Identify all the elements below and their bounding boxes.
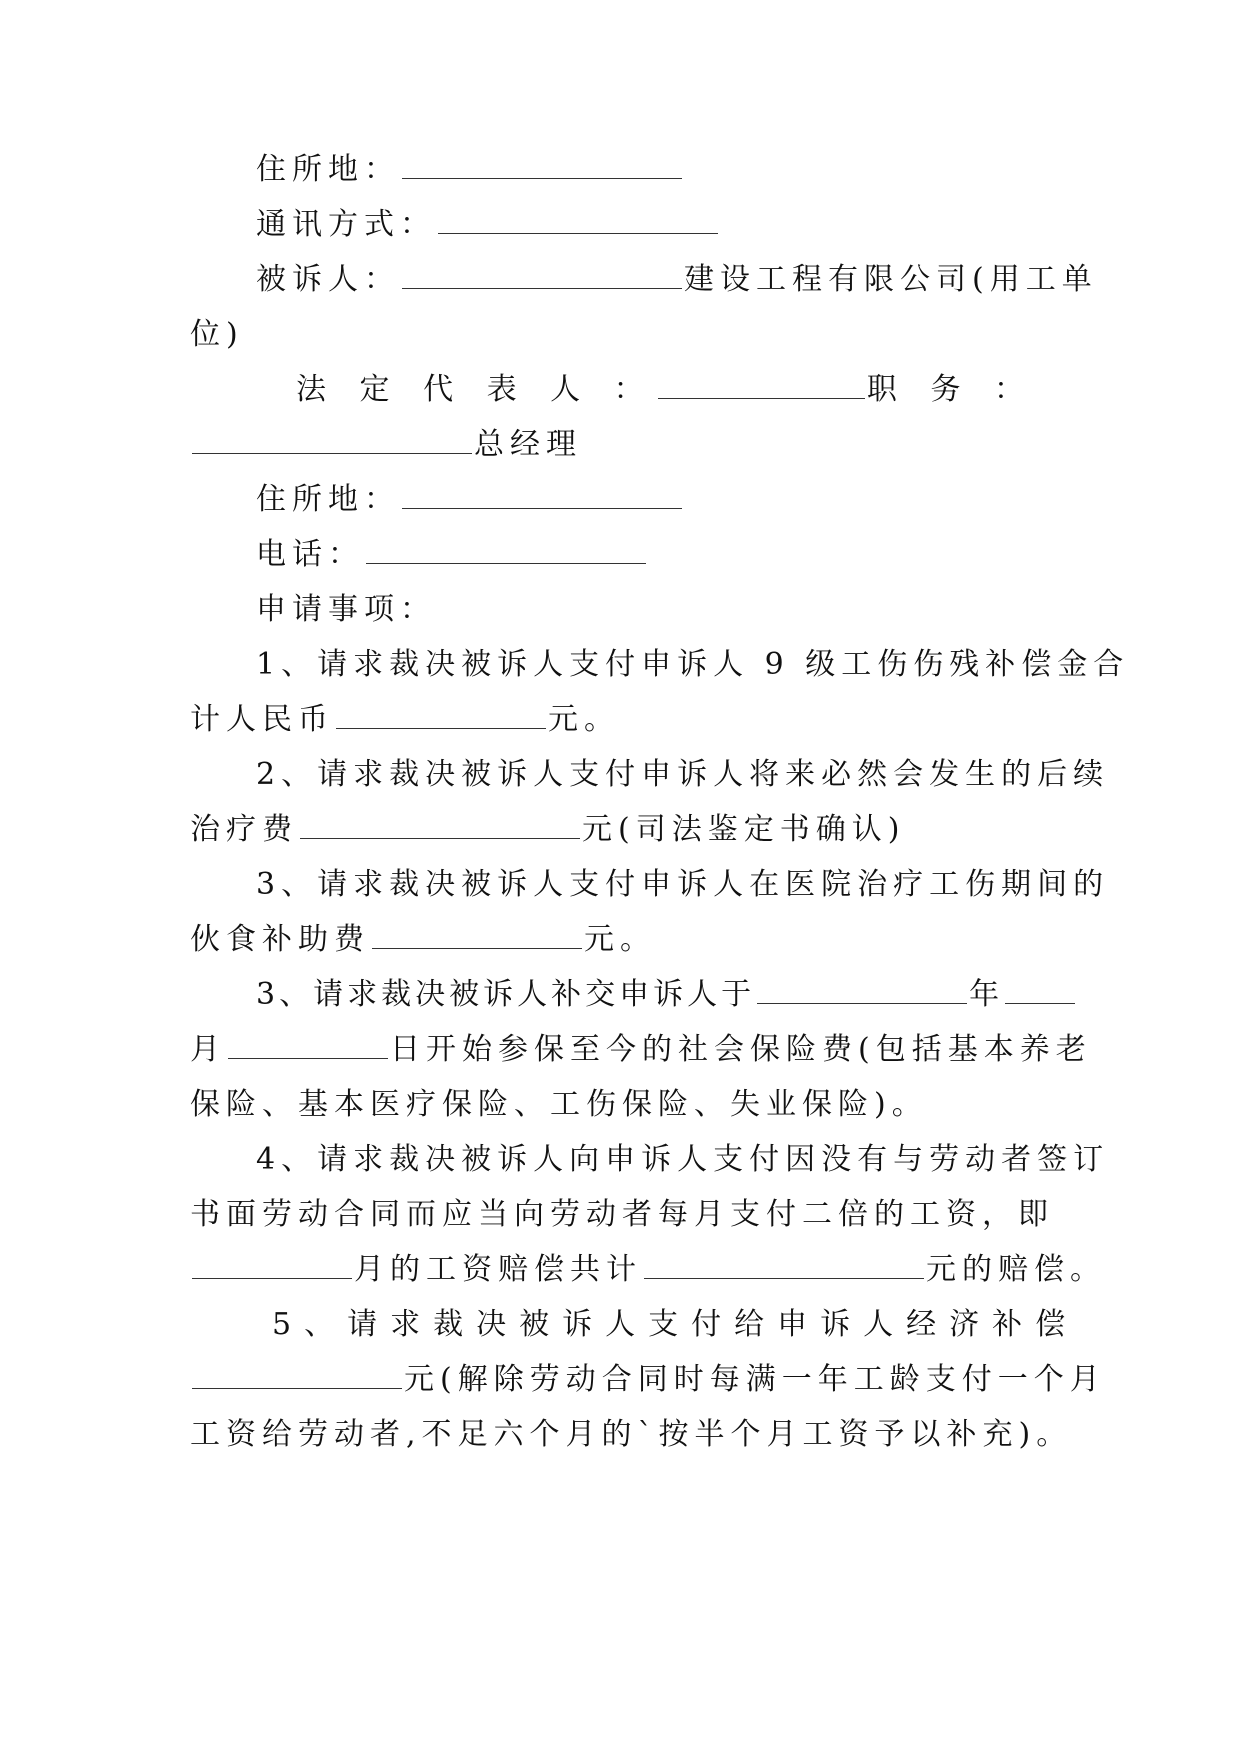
contact-blank bbox=[438, 205, 718, 234]
claim-4-mid: 月的工资赔偿共计 bbox=[354, 1252, 642, 1287]
claim-1-suffix: 元。 bbox=[548, 702, 620, 737]
claim-2-amount-blank bbox=[300, 810, 580, 839]
claim-3-prefix: 伙食补助费 bbox=[190, 922, 370, 957]
respondent-label: 被诉人： bbox=[256, 262, 400, 297]
position-blank bbox=[192, 425, 472, 454]
claim-5-amount-blank bbox=[192, 1360, 402, 1389]
claim-3b-day-blank bbox=[228, 1030, 388, 1059]
legal-rep-blank bbox=[658, 370, 865, 399]
claim-4-text: 4、请求裁决被诉人向申诉人支付因没有与劳动者签订 bbox=[256, 1142, 1110, 1177]
claim-4-cont: 书面劳动合同而应当向劳动者每月支付二倍的工资，即 bbox=[190, 1197, 1054, 1232]
respondent-residence-line bbox=[256, 480, 1116, 520]
residence-label: 住所地： bbox=[256, 152, 400, 187]
respondent-suffix: 建设工程有限公司(用工单 bbox=[684, 262, 1098, 297]
claim-3b-line-1 bbox=[256, 975, 1116, 1015]
claim-2-suffix: 元(司法鉴定书确认) bbox=[582, 812, 906, 847]
claim-3b-year-blank bbox=[757, 975, 967, 1004]
position-suffix: 总经理 bbox=[474, 427, 582, 462]
claim-5-text: 5、请求裁决被诉人支付给申诉人经济补偿 bbox=[272, 1307, 1079, 1342]
residence-blank bbox=[402, 150, 682, 179]
claim-4-suffix: 元的赔偿。 bbox=[926, 1252, 1106, 1287]
claim-3b-suffix: 日开始参保至今的社会保险费(包括基本养老 bbox=[390, 1032, 1092, 1067]
phone-line bbox=[256, 535, 1116, 575]
claim-1-line-2 bbox=[190, 700, 1050, 740]
claim-1-text: 1、请求裁决被诉人支付申诉人 9 级工伤伤残补偿金合 bbox=[256, 647, 1130, 682]
respondent-line bbox=[256, 260, 1116, 300]
claim-3b-cont: 保险、基本医疗保险、工伤保险、失业保险)。 bbox=[190, 1087, 928, 1122]
position-line-cont bbox=[190, 425, 1050, 465]
claim-4-months-blank bbox=[192, 1250, 352, 1279]
claim-3-text: 3、请求裁决被诉人支付申诉人在医院治疗工伤期间的 bbox=[256, 867, 1110, 902]
phone-label: 电话： bbox=[256, 537, 364, 572]
claims-heading bbox=[256, 590, 1116, 630]
respondent-residence-label: 住所地： bbox=[256, 482, 400, 517]
claim-3b-month: 月 bbox=[190, 1032, 226, 1067]
claim-3b-year: 年 bbox=[969, 977, 1004, 1012]
claim-5-cont: 工资给劳动者,不足六个月的`按半个月工资予以补充)。 bbox=[190, 1417, 1073, 1452]
claim-1-amount-blank bbox=[336, 700, 546, 729]
phone-blank bbox=[366, 535, 646, 564]
claim-5-line-2 bbox=[190, 1360, 1106, 1400]
respondent-residence-blank bbox=[402, 480, 682, 509]
residence-line bbox=[256, 150, 1116, 190]
claim-3b-line-2 bbox=[190, 1030, 1092, 1070]
claim-2-line-2 bbox=[190, 810, 1050, 850]
claim-3b-month-blank bbox=[1005, 975, 1075, 1004]
claim-3-line-2 bbox=[190, 920, 1050, 960]
claim-4-line-3 bbox=[190, 1250, 1106, 1290]
claim-4-line-1 bbox=[256, 1140, 1116, 1180]
claim-3-amount-blank bbox=[372, 920, 582, 949]
claim-4-line-2 bbox=[190, 1195, 1054, 1235]
respondent-cont-text: 位) bbox=[190, 317, 244, 352]
respondent-line-cont bbox=[190, 315, 1050, 355]
respondent-blank bbox=[402, 260, 682, 289]
claim-3-line-1 bbox=[256, 865, 1116, 905]
claim-1-line-1 bbox=[256, 645, 1130, 685]
claim-5-suffix: 元(解除劳动合同时每满一年工龄支付一个月 bbox=[404, 1362, 1106, 1397]
legal-rep-label: 法 定 代 表 人 ： bbox=[296, 372, 656, 407]
contact-label: 通讯方式： bbox=[256, 207, 436, 242]
claims-heading-text: 申请事项： bbox=[256, 592, 436, 627]
claim-3b-line-3 bbox=[190, 1085, 1050, 1125]
claim-3b-prefix: 3、请求裁决被诉人补交申诉人于 bbox=[256, 977, 756, 1012]
claim-2-prefix: 治疗费 bbox=[190, 812, 298, 847]
position-label: 职 务 ： bbox=[866, 372, 1036, 407]
claim-2-text: 2、请求裁决被诉人支付申诉人将来必然会发生的后续 bbox=[256, 757, 1110, 792]
claim-1-prefix: 计人民币 bbox=[190, 702, 334, 737]
claim-2-line-1 bbox=[256, 755, 1116, 795]
contact-line bbox=[256, 205, 1116, 245]
claim-5-line-3 bbox=[190, 1415, 1073, 1455]
claim-3-suffix: 元。 bbox=[584, 922, 656, 957]
claim-4-amount-blank bbox=[644, 1250, 924, 1279]
claim-5-line-1 bbox=[272, 1305, 1079, 1345]
legal-rep-line bbox=[296, 370, 1036, 410]
